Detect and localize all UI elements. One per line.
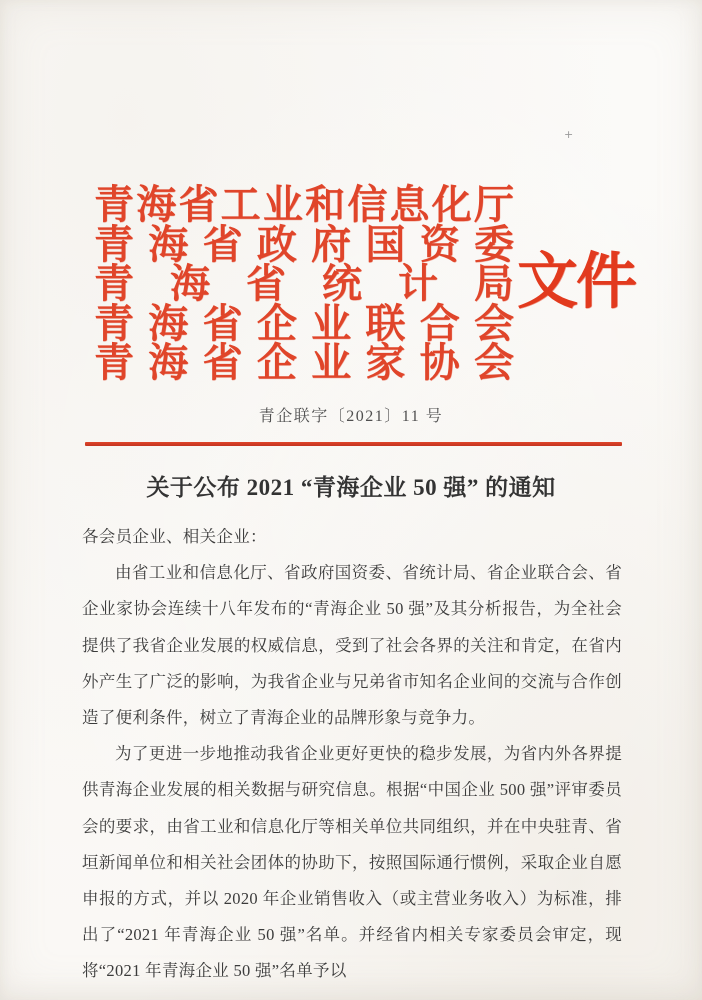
red-divider-line (85, 442, 622, 446)
registration-mark: + (564, 128, 574, 141)
issuer-name: 青 海 省 企 业 家 协 会 (94, 340, 514, 386)
issuer-name: 青 海 省 统 计 局 (94, 261, 514, 307)
issuer-name: 青 海 省 政 府 国 资 委 (94, 221, 514, 267)
document-body (82, 519, 622, 990)
paragraph-1: 由省工业和信息化厅、省政府国资委、省统计局、省企业联合会、省企业家协会连续十八年发布的“青海企业 50 强”及其分析报告，为全社会提供了我省企业发展的权威信息，受到了社会各界的关注和肯定，在省内外产生了广泛的影响，为我省企业与兄弟省市知名企业间的交流与合作创造了便利条件，树立了青海企业的品牌形象与竞争力。 (82, 563, 622, 728)
doc-number: 青企联字〔2021〕11 号 (258, 408, 444, 425)
document-title: 关于公布 2021 “青海企业 50 强” 的通知 (146, 475, 556, 500)
doc-type-label: 文件 (517, 249, 636, 316)
paragraph-2: 为了更进一步地推动我省企业更好更快的稳步发展，为省内外各界提供青海企业发展的相关数据与研究信息。根据“中国企业 500 强”评审委员会的要求，由省工业和信息化厅等相关单位共同组织，并在中央驻青、省垣新闻单位和相关社会团体的协助下，按照国际通行惯例，采取企业自愿申报的方式，并以 2020 年企业销售收入（或主营业务收入）为标准，排出了“2021 年青海企业 50 强”名单。并经省内相关专家委员会审定，现将“2021 年青海企业 50 强”名单予以 (82, 744, 622, 981)
issuer-name: 青 海 省 工 业 和 信 息 化 厅 (94, 182, 514, 227)
salutation: 各会员企业、相关企业： (82, 527, 267, 546)
letterhead-issuer-list (94, 182, 514, 386)
issuer-name: 青 海 省 企 业 联 合 会 (94, 300, 514, 346)
